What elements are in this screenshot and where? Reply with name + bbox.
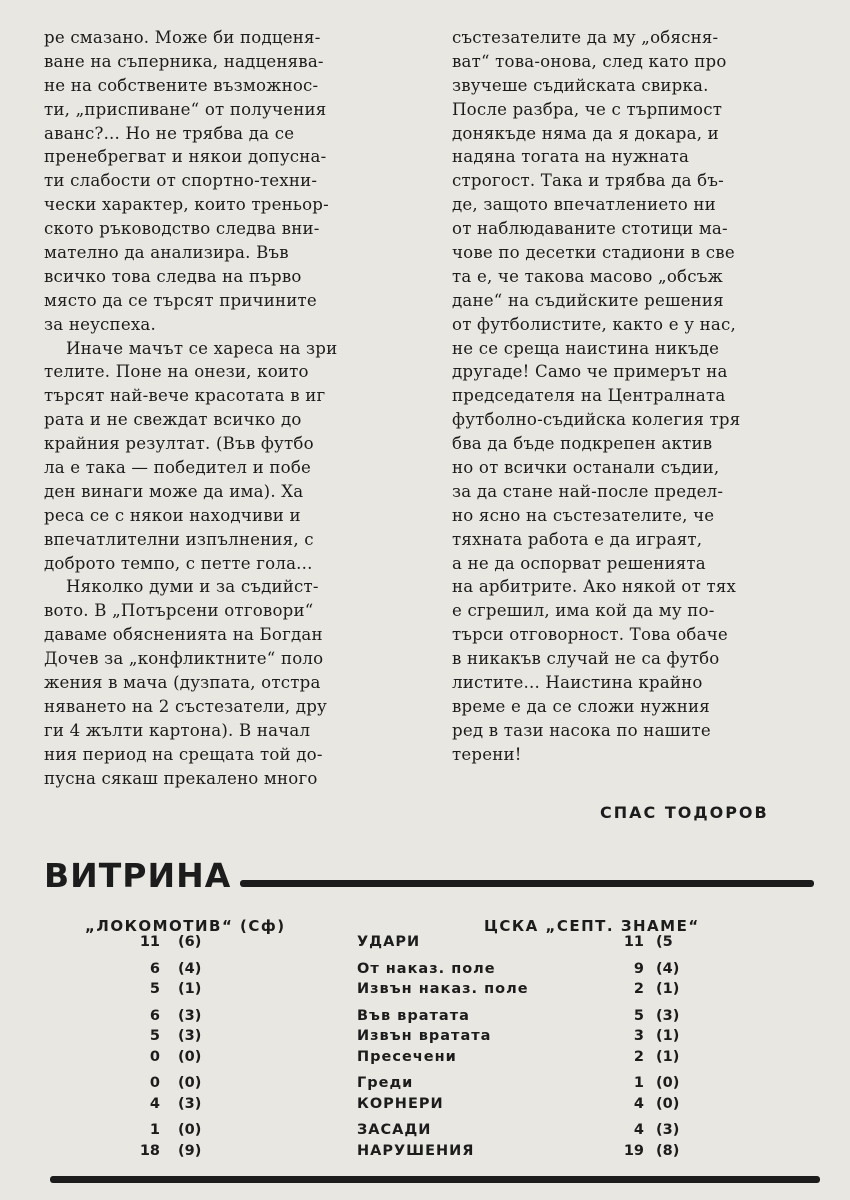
- text-line: пренебрегват и някои допусна-: [44, 147, 327, 167]
- text-line: ското ръководство следва вни-: [44, 219, 320, 239]
- article-left-column: [44, 26, 414, 791]
- text-line: Дочев за „конфликтните“ поло: [44, 649, 324, 669]
- text-line: на арбитрите. Ако някой от тях: [452, 577, 737, 597]
- text-line: Иначе мачът се хареса на зри: [66, 338, 338, 358]
- right-paren-value: (4): [656, 960, 680, 977]
- stat-row: [0, 1028, 850, 1049]
- text-line: а не да оспорват решенията: [452, 553, 706, 573]
- text-line: даваме обясненията на Богдан: [44, 625, 323, 645]
- text-line: крайния резултат. (Във футбо: [44, 434, 314, 454]
- text-line: тяхната работа е да играят,: [452, 529, 703, 549]
- text-line: не се среща наистина никъде: [452, 338, 720, 358]
- left-paren-value: (1): [178, 981, 202, 997]
- left-value: 18: [139, 1142, 160, 1159]
- left-paren-value: (3): [178, 1007, 202, 1024]
- text-line: няването на 2 състезатели, дру: [44, 696, 327, 716]
- text-line: дане“ на съдийските решения: [452, 290, 724, 310]
- text-line: в никакъв случай не са футбо: [452, 649, 720, 669]
- left-paren-value: (3): [178, 1028, 202, 1044]
- right-value: 9: [633, 960, 644, 977]
- text-line: не на собствените възможнос-: [44, 75, 319, 95]
- text-line: чески характер, които треньор-: [44, 195, 329, 215]
- text-line: де, защото впечатлението ни: [452, 195, 716, 215]
- text-line: е сгрешил, има кой да му по-: [452, 601, 715, 621]
- text-line: рата и не свеждат всичко до: [44, 410, 302, 430]
- text-line: място да се търсят причините: [44, 290, 317, 310]
- text-line: но от всички останали съдии,: [452, 458, 720, 478]
- text-line: жения в мача (дузпата, отстра: [44, 673, 321, 693]
- right-value: 3: [633, 1028, 644, 1044]
- section-title: ВИТРИНА: [44, 856, 232, 895]
- stat-label: Извън наказ. поле: [357, 981, 529, 997]
- text-line: ват“ това-онова, след като про: [452, 51, 727, 71]
- text-line: листите... Наистина крайно: [452, 673, 703, 693]
- text-line: от футболистите, както е у нас,: [452, 314, 736, 334]
- team-left-name: „ЛОКОМОТИВ“ (Сф): [85, 917, 286, 935]
- right-value: 4: [633, 1095, 644, 1112]
- text-line: надяна тогата на нужната: [452, 147, 690, 167]
- text-line: всичко това следва на първо: [44, 266, 302, 286]
- right-value: 11: [623, 934, 644, 950]
- right-paren-value: (1): [656, 1048, 680, 1065]
- text-line: та е, че такова масово „обсъж: [452, 266, 723, 286]
- text-line: но ясно на състезателите, че: [452, 505, 715, 525]
- team-right-name: ЦСКА „СЕПТ. ЗНАМЕ“: [484, 917, 700, 935]
- text-line: аванс?... Но не трябва да се: [44, 123, 295, 143]
- stat-row: [0, 961, 850, 982]
- text-line: реса се с някои находчиви и: [44, 505, 301, 525]
- left-paren-value: (0): [178, 1075, 202, 1091]
- text-line: донякъде няма да я докара, и: [452, 123, 719, 143]
- right-paren-value: (5: [656, 934, 673, 950]
- stat-label: Пресечени: [357, 1048, 457, 1065]
- text-line: за да стане най-после предел-: [452, 481, 724, 501]
- text-line: състезателите да му „обясня-: [452, 28, 719, 47]
- stat-row: [0, 1096, 850, 1117]
- text-line: време е да се сложи нужния: [452, 696, 710, 716]
- text-line: звучеше съдийската свирка.: [452, 75, 709, 95]
- stat-label: Извън вратата: [357, 1028, 492, 1044]
- stat-label: Греди: [357, 1075, 414, 1091]
- stats-table: [0, 934, 850, 1163]
- left-value: 0: [149, 1048, 160, 1065]
- right-value: 1: [633, 1075, 644, 1091]
- text-line: ния период на срещата той до-: [44, 744, 323, 764]
- stat-row: [0, 1008, 850, 1029]
- text-line: другаде! Само че примерът на: [452, 362, 728, 382]
- left-paren-value: (3): [178, 1095, 202, 1112]
- author-signature: СПАС ТОДОРОВ: [600, 803, 769, 822]
- text-line: за неуспеха.: [44, 314, 156, 334]
- stat-row: [0, 1049, 850, 1070]
- text-line: пусна сякаш прекалено много: [44, 768, 318, 788]
- right-value: 2: [633, 981, 644, 997]
- text-line: После разбра, че с търпимост: [452, 99, 723, 119]
- stat-row: [0, 981, 850, 1002]
- right-paren-value: (1): [656, 981, 680, 997]
- text-line: чове по десетки стадиони в све: [452, 243, 735, 263]
- stat-row: [0, 1143, 850, 1164]
- left-value: 5: [149, 981, 160, 997]
- text-line: впечатлителни изпълнения, с: [44, 529, 314, 549]
- text-line: мателно да анализира. Във: [44, 243, 289, 263]
- text-line: ред в тази насока по нашите: [452, 720, 711, 740]
- stat-label: НАРУШЕНИЯ: [357, 1142, 475, 1159]
- right-paren-value: (0): [656, 1095, 680, 1112]
- text-line: ре смазано. Може би подценя-: [44, 28, 321, 47]
- text-line: ла е така — победител и побе: [44, 458, 312, 478]
- left-value: 6: [149, 1007, 160, 1024]
- left-value: 1: [149, 1122, 160, 1138]
- stat-row: [0, 1122, 850, 1143]
- text-line: вото. В „Потърсени отговори“: [44, 601, 314, 621]
- left-paren-value: (6): [178, 934, 202, 950]
- stat-label: ЗАСАДИ: [357, 1122, 432, 1138]
- text-line: телите. Поне на онези, които: [44, 362, 309, 382]
- left-paren-value: (4): [178, 960, 202, 977]
- text-line: футболно-съдийска колегия тря: [452, 410, 741, 430]
- text-line: председателя на Централната: [452, 386, 726, 406]
- text-line: ти, „приспиване“ от получения: [44, 99, 327, 119]
- stat-label: КОРНЕРИ: [357, 1095, 444, 1112]
- right-value: 5: [633, 1007, 644, 1024]
- left-value: 4: [149, 1095, 160, 1112]
- stat-label: От наказ. поле: [357, 960, 496, 977]
- left-paren-value: (9): [178, 1142, 202, 1159]
- text-line: терени!: [452, 744, 522, 764]
- left-value: 0: [149, 1075, 160, 1091]
- text-line: Няколко думи и за съдийст-: [66, 577, 319, 597]
- bottom-rule: [50, 1176, 820, 1183]
- right-paren-value: (8): [656, 1142, 680, 1159]
- title-rule: [240, 880, 814, 887]
- stat-label: УДАРИ: [357, 934, 421, 950]
- right-value: 19: [623, 1142, 644, 1159]
- left-paren-value: (0): [178, 1048, 202, 1065]
- text-line: ден винаги може да има). Ха: [44, 481, 304, 501]
- stat-row: [0, 934, 850, 955]
- right-paren-value: (3): [656, 1122, 680, 1138]
- stat-label: Във вратата: [357, 1007, 470, 1024]
- left-paren-value: (0): [178, 1122, 202, 1138]
- left-value: 5: [149, 1028, 160, 1044]
- text-line: бва да бъде подкрепен актив: [452, 434, 713, 454]
- left-value: 6: [149, 960, 160, 977]
- text-line: търси отговорност. Това обаче: [452, 625, 728, 645]
- text-line: доброто темпо, с петте гола...: [44, 553, 313, 573]
- text-line: от наблюдаваните стотици ма-: [452, 219, 728, 239]
- right-value: 4: [633, 1122, 644, 1138]
- text-line: търсят най-вече красотата в иг: [44, 386, 326, 406]
- right-value: 2: [633, 1048, 644, 1065]
- right-paren-value: (1): [656, 1028, 680, 1044]
- right-paren-value: (0): [656, 1075, 680, 1091]
- stat-row: [0, 1075, 850, 1096]
- right-paren-value: (3): [656, 1007, 680, 1024]
- text-line: ване на съперника, надценява-: [44, 51, 324, 71]
- text-line: строгост. Така и трябва да бъ-: [452, 171, 724, 191]
- text-line: ти слабости от спортно-техни-: [44, 171, 318, 191]
- left-value: 11: [139, 934, 160, 950]
- text-line: ги 4 жълти картона). В начал: [44, 720, 311, 740]
- article-right-column: [452, 26, 824, 767]
